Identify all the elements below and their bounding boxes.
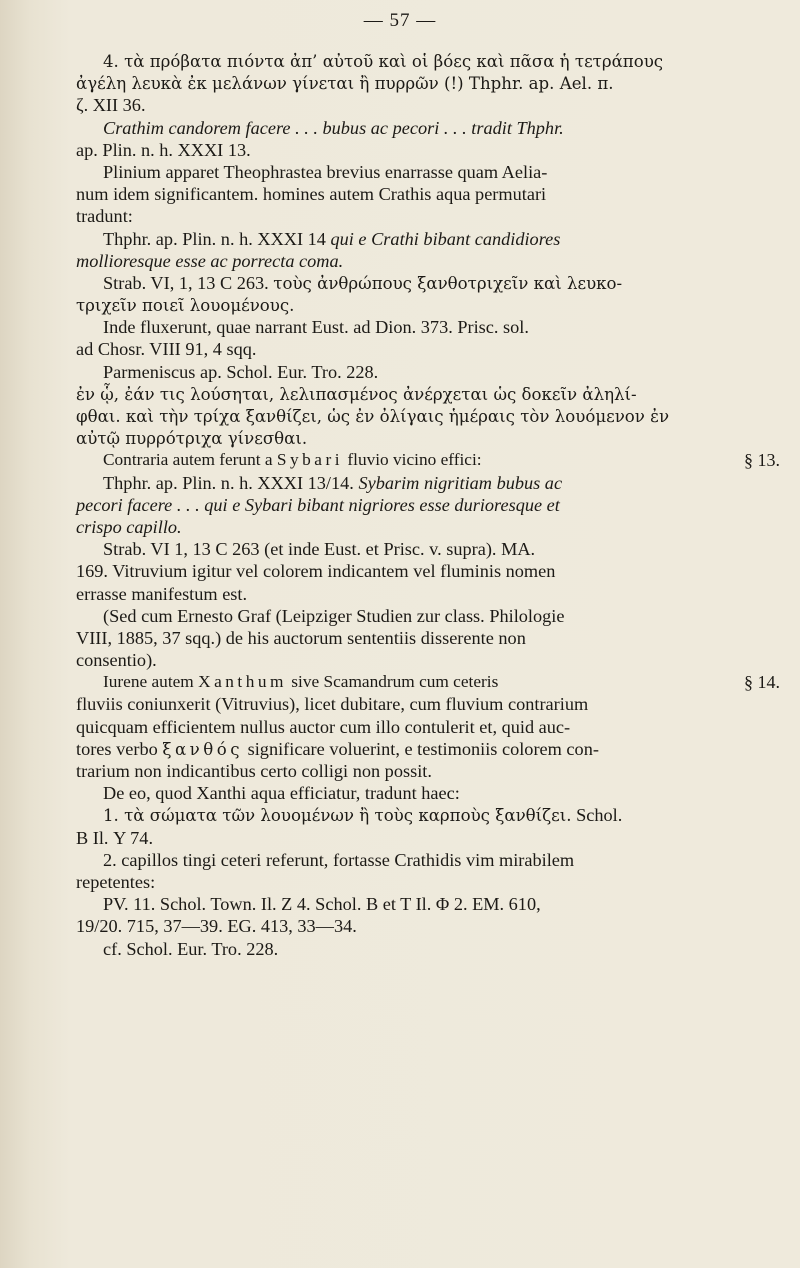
text-line: 4. τὰ πρόβατα πιόντα ἀπ’ αὐτοῦ καὶ οἱ βόες καὶ πᾶσα ἡ τετράπους [103,52,664,71]
text-line: 169. Vitruvium igitur vel colorem indicantem vel fluminis nomen [76,561,556,582]
text-line: consentio). [76,650,157,671]
text-line: De eo, quod Xanthi aqua efficiatur, tradunt haec: [103,783,460,804]
text-line: τριχεῖν ποιεῖ λουομένους. [76,296,295,316]
text-line: 19/20. 715, 37—39. EG. 413, 33—34. [76,916,357,937]
text-line: Inde fluxerunt, quae narrant Eust. ad Dion. 373. Prisc. sol. [103,317,529,338]
text-line: cf. Schol. Eur. Tro. 228. [103,938,279,959]
text-line: ἀγέλη λευκὰ ἐκ μελάνων γίνεται ἢ πυρρῶν (!) Thphr. ap. Ael. π. [76,74,614,94]
text-line: errasse manifestum est. [76,583,248,604]
text-line: num idem significantem. homines autem Crathis aqua permutari [76,184,547,205]
text-line: crispo capillo. [76,516,182,537]
text-line: tradunt: [76,206,133,227]
text-line: ad Chosr. VIII 91, 4 sqq. [76,339,257,360]
text-line: ζ. XII 36. [76,95,146,116]
section-mark: § 14. [744,672,780,693]
text-line: Plinium apparet Theophrastea brevius enarrasse quam Aelia- [103,161,548,182]
text-line: Iurene autem Xanthum sive Scamandrum cum ceteris § 14. [103,672,780,693]
text-line: 1. τὰ σώματα τῶν λουομένων ἢ τοὺς καρποὺς ξανθίζει. Schol. [103,805,623,826]
text-line: repetentes: [76,871,156,892]
text-line: PV. 11. Schol. Town. Il. Z 4. Schol. B et T Il. Φ 2. EM. 610, [103,894,541,915]
text-line: Parmeniscus ap. Schol. Eur. Tro. 228. [103,361,379,382]
text-line: 2. capillos tingi ceteri referunt, fortasse Crathidis vim mirabilem [103,849,575,870]
text-line: VIII, 1885, 37 sqq.) de his auctorum sententiis disserente non [76,627,526,648]
text-line: ἐν ᾧ, ἐάν τις λούσηται, λελιπασμένος ἀνέρχεται ὡς δοκεῖν ἀληλί- [76,384,637,404]
text-line: Crathim candorem facere . . . bubus ac pecori . . . tradit Thphr. [103,117,564,138]
text-line: Strab. VI, 1, 13 C 263. τοὺς ἀνθρώπους ξανθοτριχεῖν καὶ λευκο- [103,272,623,293]
page-body [76,50,780,960]
text-line: tores verbo ξανθός significare voluerint, e testimoniis colorem con- [76,738,599,759]
text-line: B Il. Υ 74. [76,827,154,848]
text-line: quicquam efficientem nullus auctor cum illo contulerit et, quid auc- [76,716,571,737]
text-line: αὐτῷ πυρρότριχα γίνεσθαι. [76,429,308,449]
text-line: mollioresque esse ac porrecta coma. [76,250,344,271]
text-line: ap. Plin. n. h. XXXI 13. [76,139,251,160]
section-mark: § 13. [744,450,780,471]
text-line: (Sed cum Ernesto Graf (Leipziger Studien zur class. Philologie [103,605,565,626]
page-number: — 57 — [363,10,437,31]
text-line: Contraria autem ferunt a Sybari fluvio vicino effici: § 13. [103,450,780,471]
text-line: fluviis coniunxerit (Vitruvius), licet dubitare, cum fluvium contrarium [76,694,589,715]
text-line: trarium non indicantibus certo colligi non possit. [76,761,432,781]
text-line: Thphr. ap. Plin. n. h. XXXI 13/14. Sybarim nigritiam bubus ac [103,472,563,493]
text-line: pecori facere . . . qui e Sybari bibant nigriores esse durioresque et [76,494,560,515]
text-line: Strab. VI 1, 13 C 263 (et inde Eust. et Prisc. v. supra). MA. [103,539,536,560]
text-line: Thphr. ap. Plin. n. h. XXXI 14 qui e Crathi bibant candidiores [103,228,561,249]
text-line: φθαι. καὶ τὴν τρίχα ξανθίζει, ὡς ἐν ὀλίγαις ἡμέραις τὸν λουόμενον ἐν [76,407,670,426]
